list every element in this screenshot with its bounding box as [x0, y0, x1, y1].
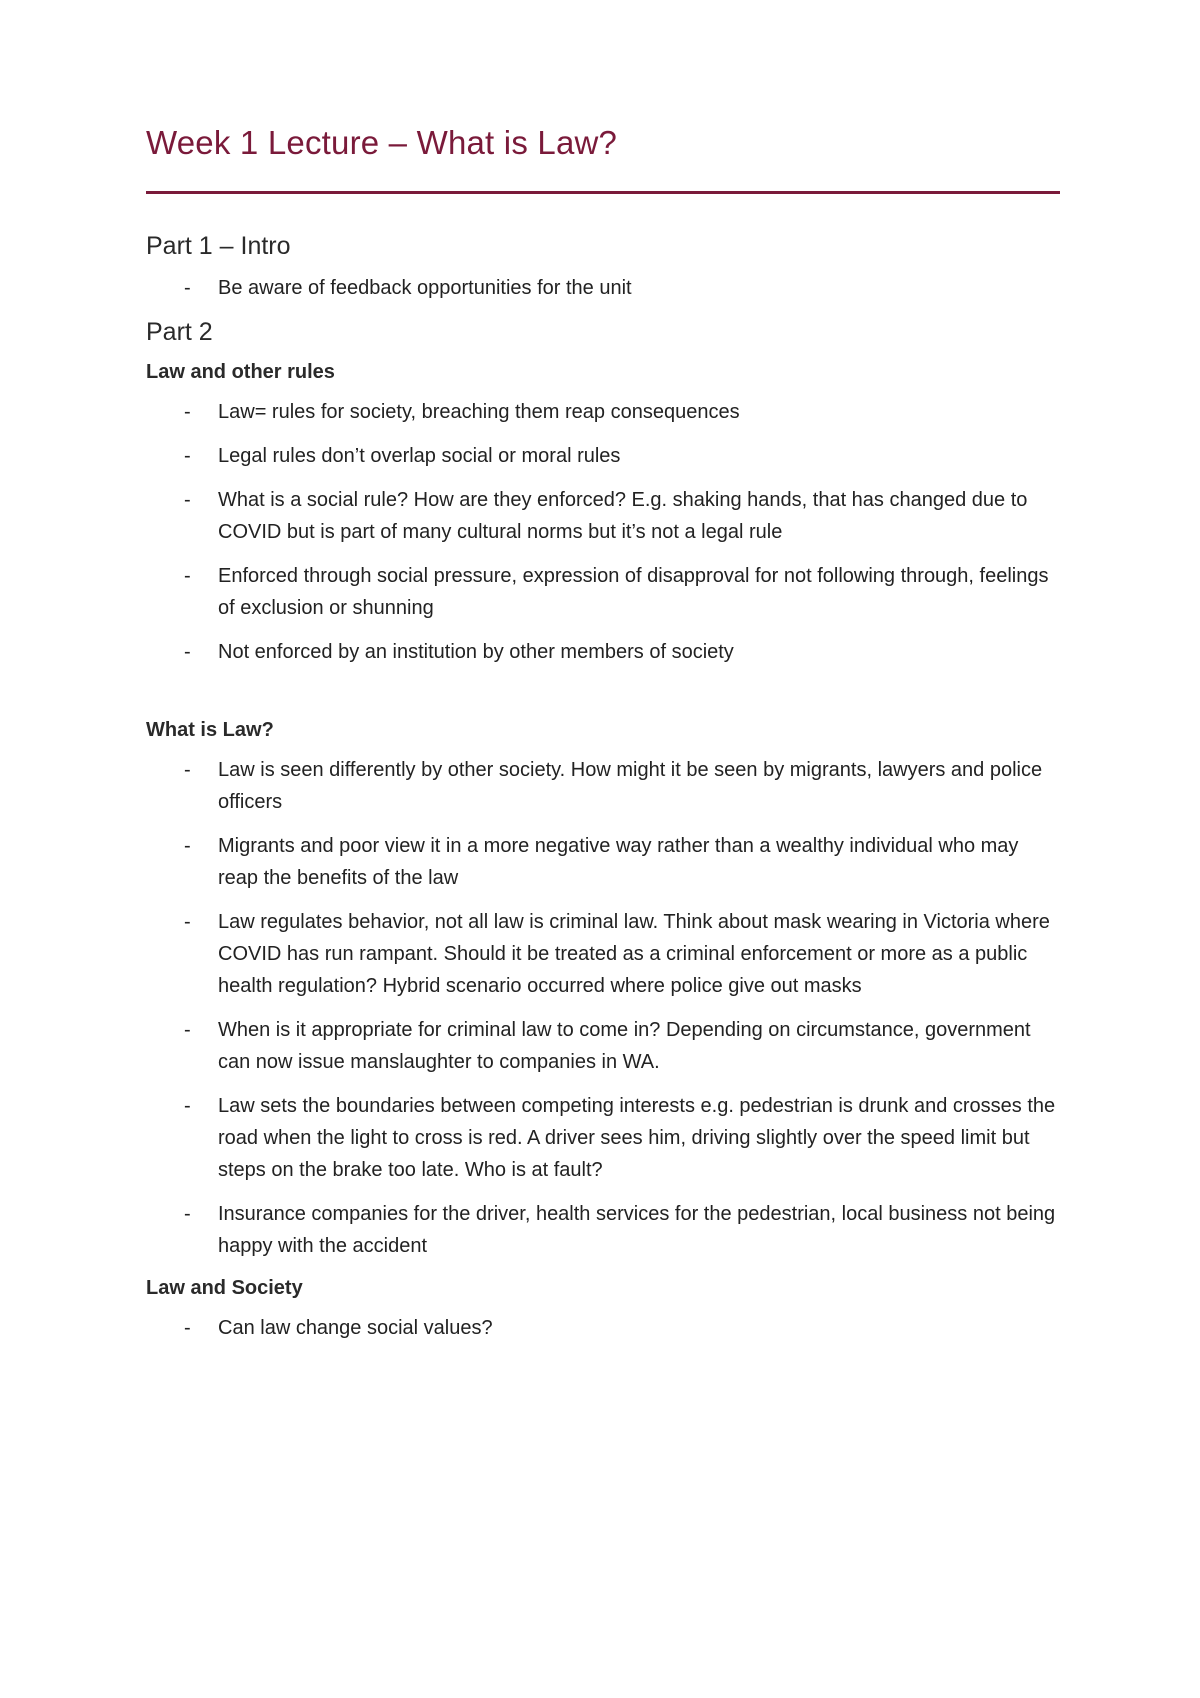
list-item	[146, 636, 1060, 668]
bullet-dash: -	[184, 835, 191, 857]
bullet-dash: -	[184, 1317, 191, 1339]
bullet-dash: -	[184, 565, 191, 587]
section-heading-law-and-society: Law and Society	[146, 1277, 303, 1299]
list-item-text: Law regulates behavior, not all law is criminal law. Think about mask wearing in Victoria where COVID has run rampant. Should it be treated as a criminal enforcement or more as a public health regulation? Hybrid scenario occurred where police give out masks	[218, 911, 1050, 997]
list-item-text: Enforced through social pressure, expression of disapproval for not following through, feelings of exclusion or shunning	[218, 565, 1049, 619]
list-item-text: Not enforced by an institution by other members of society	[218, 641, 734, 663]
section-heading-what-is-law: What is Law?	[146, 719, 274, 741]
bullet-dash: -	[184, 1019, 191, 1041]
list-item-text: When is it appropriate for criminal law to come in? Depending on circumstance, government can now issue manslaughter to companies in WA.	[218, 1019, 1031, 1073]
list-item-text: Law sets the boundaries between competing interests e.g. pedestrian is drunk and crosses the road when the light to cross is red. A driver sees him, driving slightly over the speed limit but steps on the brake too late. Who is at fault?	[218, 1095, 1056, 1181]
list-item	[146, 1090, 1060, 1186]
what-is-law-list	[146, 754, 1060, 1262]
part2-heading: Part 2	[146, 318, 213, 346]
list-item	[146, 396, 1060, 428]
bullet-dash: -	[184, 759, 191, 781]
title-divider	[146, 191, 1060, 194]
law-and-society-list	[146, 1312, 1060, 1344]
list-item-text: Can law change social values?	[218, 1317, 493, 1339]
list-item	[146, 754, 1060, 818]
bullet-dash: -	[184, 641, 191, 663]
bullet-dash: -	[184, 489, 191, 511]
law-and-other-rules-list	[146, 396, 1060, 668]
bullet-dash: -	[184, 277, 191, 299]
part1-list	[146, 272, 1060, 304]
list-item	[146, 1014, 1060, 1078]
list-item	[146, 272, 1060, 304]
list-item	[146, 1312, 1060, 1344]
part1-heading: Part 1 – Intro	[146, 232, 291, 260]
list-item-text: Insurance companies for the driver, health services for the pedestrian, local business not being happy with the accident	[218, 1203, 1056, 1257]
bullet-dash: -	[184, 1095, 191, 1117]
list-item-text: Be aware of feedback opportunities for the unit	[218, 277, 632, 299]
bullet-dash: -	[184, 401, 191, 423]
list-item-text: Legal rules don’t overlap social or moral rules	[218, 445, 621, 467]
bullet-dash: -	[184, 445, 191, 467]
bullet-dash: -	[184, 1203, 191, 1225]
document-page	[146, 118, 1060, 1356]
list-item	[146, 906, 1060, 1002]
list-item	[146, 560, 1060, 624]
list-item-text: Migrants and poor view it in a more negative way rather than a wealthy individual who may reap the benefits of the law	[218, 835, 1019, 889]
list-item	[146, 1198, 1060, 1262]
page-title: Week 1 Lecture – What is Law?	[146, 124, 618, 161]
bullet-dash: -	[184, 911, 191, 933]
list-item-text: Law= rules for society, breaching them reap consequences	[218, 401, 740, 423]
list-item	[146, 484, 1060, 548]
list-item-text: Law is seen differently by other society. How might it be seen by migrants, lawyers and police officers	[218, 759, 1043, 813]
list-item-text: What is a social rule? How are they enforced? E.g. shaking hands, that has changed due to COVID but is part of many cultural norms but it’s not a legal rule	[218, 489, 1028, 543]
list-item	[146, 830, 1060, 894]
list-item	[146, 440, 1060, 472]
section-heading-law-and-other-rules: Law and other rules	[146, 361, 335, 383]
